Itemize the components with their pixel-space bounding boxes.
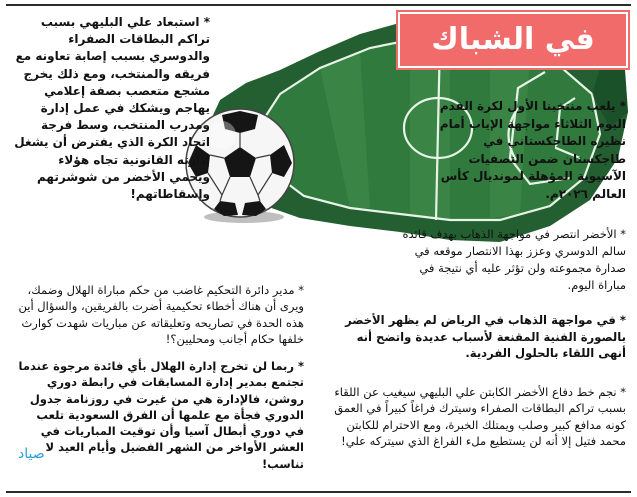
article-left-top (14, 14, 210, 203)
article-right-bold (326, 312, 626, 362)
article-text: * مدير دائرة التحكيم غاضب من حكم مباراة الهلال وضمك، ويرى أن هناك أخطاء تحكيمية أضرت بالفريقين، والسؤال أين هذه الحدة في تصاريحه وتعليقاته عن مباريات شهدت كوارث خلفها حكام أجانب ومحليين؟! (18, 283, 304, 346)
article-text: * في مواجهة الذهاب في الرياض لم يظهر الأخضر بالصورة الفنية المقنعة لأسباب عديدة واتضح أنه أنهى اللقاء بالحلول الفردية. (345, 313, 626, 361)
top-border (6, 4, 631, 6)
article-right-mid (400, 226, 626, 294)
article-text: * ربما لن تخرج إدارة الهلال بأي فائدة مرجوة عندما تجتمع بمدير إدارة المسابقات في رابطة دوري روشن، فالإدارة هي من غيرت في روزنامة جدول الدوري فجأة مع علمها أن الفرق السعودية تلعب في دوري أبطال آسيا وأن توقيت المباريات في العشر الأواخر من الشهر الفضيل وأيام العيد لا تناسب! (18, 359, 304, 471)
bottom-border (6, 491, 631, 493)
article-text: * نجم خط دفاع الأخضر الكابتن علي البليهي سيغيب عن اللقاء بسبب تراكم البطاقات الصفراء وسيترك فراغاً كبيراً في العمق كونه مدافع كبير وصلب ويمتلك الخبرة، ومع الاحترام للكابتن محمد فتيل إلا أنه لن يستطيع ملء الفراغ الذي سيتركه علي! (334, 385, 626, 449)
article-left-mid (14, 282, 304, 347)
article-text: * استبعاد علي البليهي بسبب تراكم البطاقات الصفراء والدوسري بسبب إصابة تعاونه مع فريقه والمنتخب، ومع ذلك يخرج مشجع متعصب بصفة إعلامي يهاجم ويشكك في عمل إدارة ومدرب المنتخب، وسط فرجة اتحاد الكرة الذي يفترض أن يشغل إدارته القانونية تجاه هؤلاء ويحمي الأخضر من شوشرتهم وإسقاطاتهم! (14, 15, 210, 202)
article-text: * الأخضر انتصر في مواجهة الذهاب بهدف قائده سالم الدوسري وعزز بهذا الانتصار موقعه في صدارة مجموعته ولن تؤثر عليه أي نتيجة في مباراة اليوم. (402, 227, 626, 292)
section-title: في الشباك (398, 12, 628, 68)
article-right-top (418, 98, 626, 203)
article-left-bottom (14, 358, 304, 472)
article-text: * يلعب منتخبنا الأول لكرة القدم اليوم الثلاثاء مواجهة الإياب أمام نظيره الطاجكستاني في طاجكستان ضمن التصفيات الآسيوية المؤهلة لمونديال كأس العالم ٢٠٢٦م. (439, 99, 626, 201)
author-signature: صياد (18, 446, 45, 462)
article-right-bottom (326, 384, 626, 450)
